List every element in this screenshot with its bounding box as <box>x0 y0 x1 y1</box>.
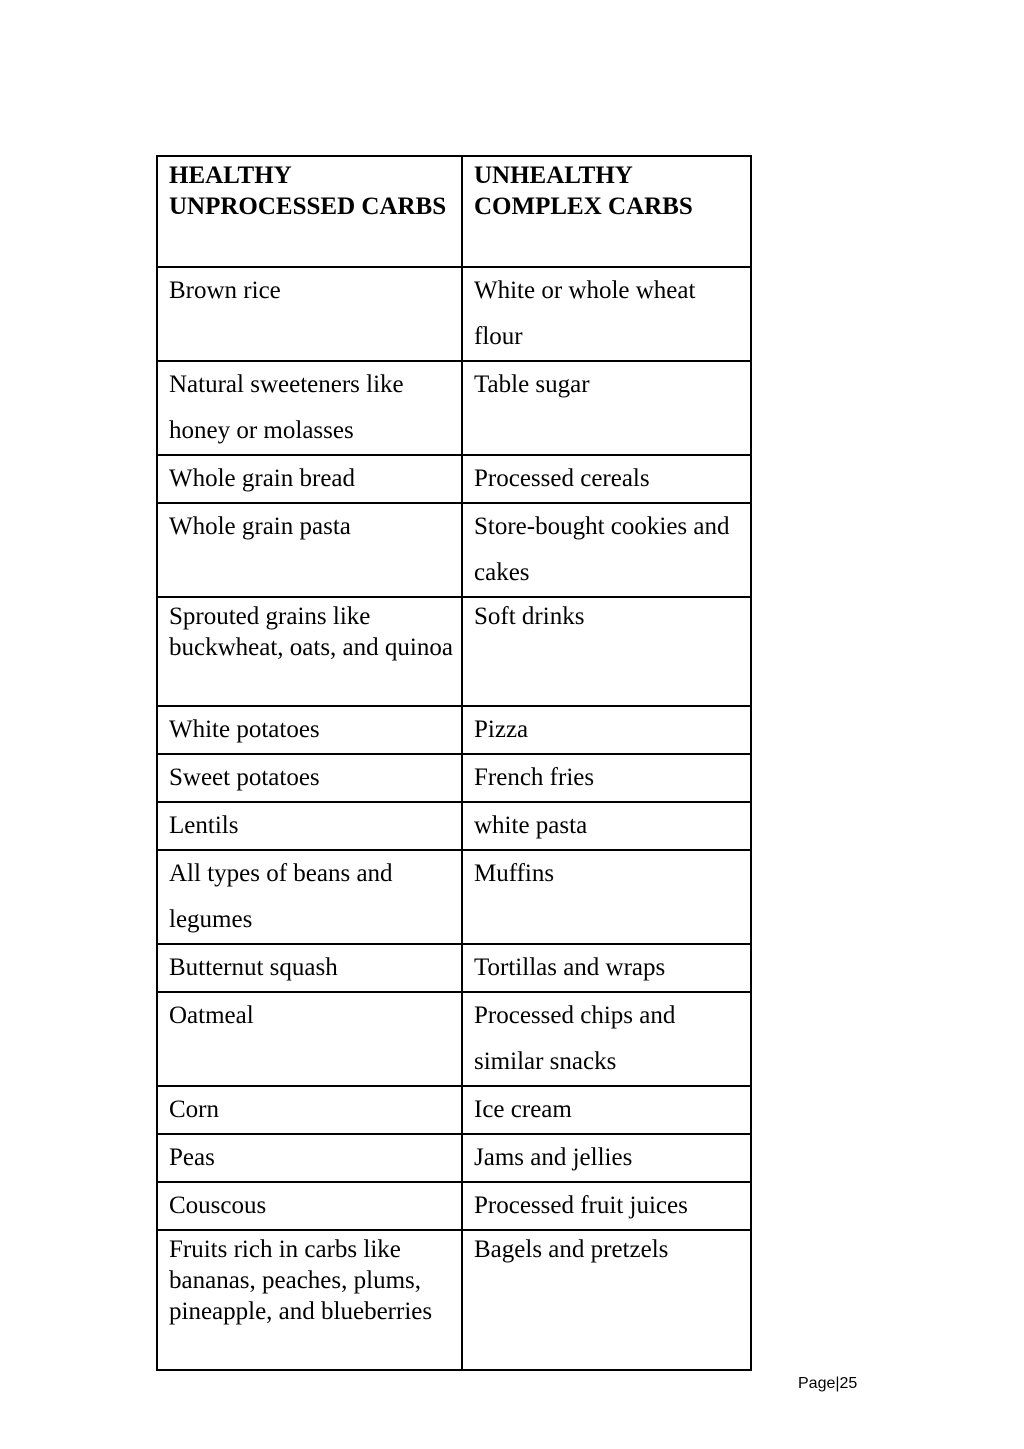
healthy-cell: Corn <box>157 1086 462 1134</box>
unhealthy-cell: French fries <box>462 754 751 802</box>
unhealthy-cell: Processed fruit juices <box>462 1182 751 1230</box>
healthy-cell: Sprouted grains like buckwheat, oats, and quinoa <box>157 597 462 706</box>
unhealthy-cell: Store-bought cookies and cakes <box>462 503 751 597</box>
table-row <box>157 802 751 850</box>
table-row <box>157 1230 751 1370</box>
table-row <box>157 754 751 802</box>
carbs-comparison-table <box>156 155 752 1371</box>
table-row <box>157 992 751 1086</box>
header-unhealthy: UNHEALTHY COMPLEX CARBS <box>462 156 751 267</box>
healthy-cell: Oatmeal <box>157 992 462 1086</box>
unhealthy-cell: Jams and jellies <box>462 1134 751 1182</box>
page-number: Page|25 <box>798 1375 858 1392</box>
table-row <box>157 1134 751 1182</box>
healthy-cell: White potatoes <box>157 706 462 754</box>
healthy-cell: Natural sweeteners like honey or molasses <box>157 361 462 455</box>
healthy-cell: Butternut squash <box>157 944 462 992</box>
healthy-cell: Brown rice <box>157 267 462 361</box>
healthy-cell: Lentils <box>157 802 462 850</box>
table-row <box>157 706 751 754</box>
table-row <box>157 503 751 597</box>
table-row <box>157 267 751 361</box>
unhealthy-cell: white pasta <box>462 802 751 850</box>
healthy-cell: Couscous <box>157 1182 462 1230</box>
table-row <box>157 361 751 455</box>
unhealthy-cell: White or whole wheat flour <box>462 267 751 361</box>
unhealthy-cell: Pizza <box>462 706 751 754</box>
table-row <box>157 597 751 706</box>
unhealthy-cell: Muffins <box>462 850 751 944</box>
table-row <box>157 850 751 944</box>
table-row <box>157 455 751 503</box>
healthy-cell: Whole grain pasta <box>157 503 462 597</box>
table-row <box>157 1182 751 1230</box>
healthy-cell: Fruits rich in carbs like bananas, peaches, plums, pineapple, and blueberries <box>157 1230 462 1370</box>
unhealthy-cell: Bagels and pretzels <box>462 1230 751 1370</box>
table-row <box>157 944 751 992</box>
header-healthy: HEALTHY UNPROCESSED CARBS <box>157 156 462 267</box>
healthy-cell: Peas <box>157 1134 462 1182</box>
healthy-cell: All types of beans and legumes <box>157 850 462 944</box>
unhealthy-cell: Processed chips and similar snacks <box>462 992 751 1086</box>
unhealthy-cell: Tortillas and wraps <box>462 944 751 992</box>
table-row <box>157 1086 751 1134</box>
healthy-cell: Whole grain bread <box>157 455 462 503</box>
unhealthy-cell: Ice cream <box>462 1086 751 1134</box>
unhealthy-cell: Soft drinks <box>462 597 751 706</box>
unhealthy-cell: Processed cereals <box>462 455 751 503</box>
healthy-cell: Sweet potatoes <box>157 754 462 802</box>
table-header-row <box>157 156 751 267</box>
unhealthy-cell: Table sugar <box>462 361 751 455</box>
